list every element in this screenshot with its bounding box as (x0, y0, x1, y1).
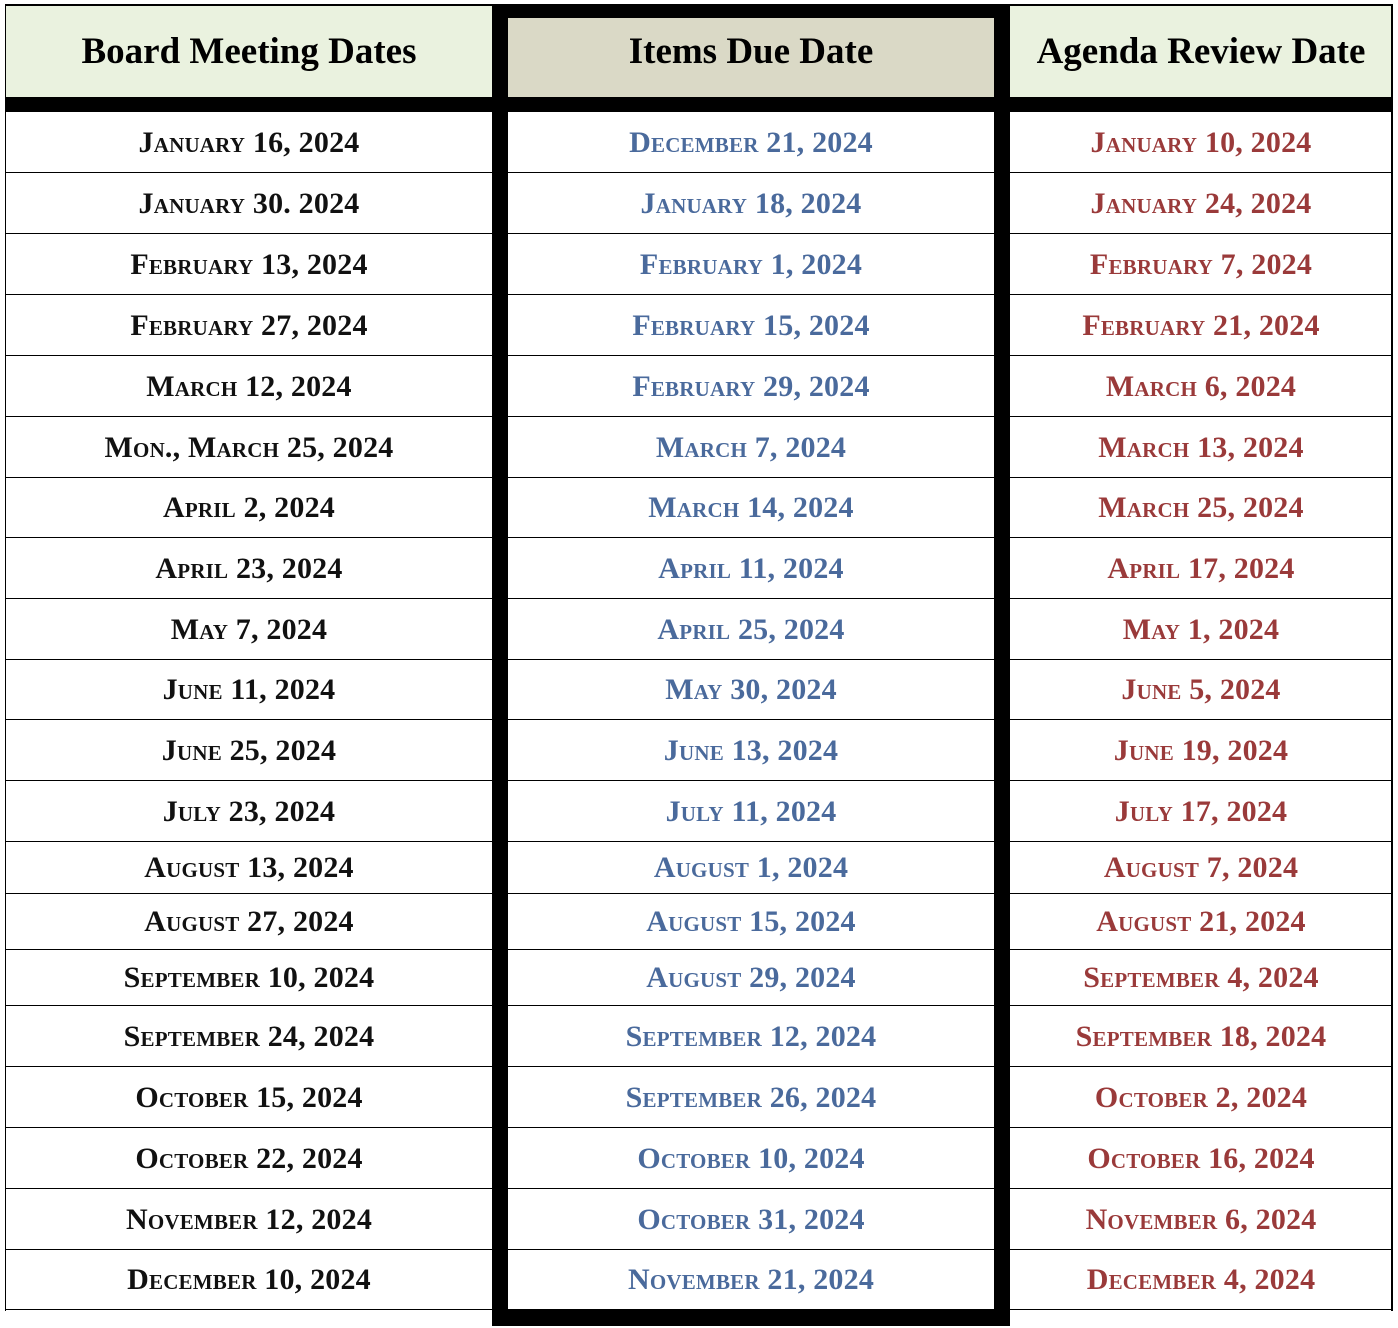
items-due-date-cell: September 26, 2024 (625, 1080, 877, 1114)
agenda-review-date-cell: July 17, 2024 (1114, 794, 1288, 828)
header-items-due-date: Items Due Date (508, 6, 994, 97)
board-meeting-date-cell: August 13, 2024 (144, 851, 354, 884)
items-due-date-cell: December 21, 2024 (629, 126, 873, 159)
items-due-date-cell: July 11, 2024 (665, 794, 837, 828)
agenda-review-date-cell: January 10, 2024 (1090, 126, 1312, 159)
agenda-review-date-cell: March 25, 2024 (1098, 491, 1304, 524)
middle-col-bottom-border (492, 1310, 1010, 1326)
agenda-review-date-cell: October 16, 2024 (1087, 1141, 1315, 1175)
middle-col-right-border (994, 4, 1010, 1326)
board-meeting-date-cell: June 11, 2024 (162, 673, 336, 706)
board-meeting-date-cell: June 25, 2024 (161, 733, 337, 767)
header-board-meeting-dates: Board Meeting Dates (6, 6, 492, 97)
board-meeting-date-cell: May 7, 2024 (170, 612, 328, 646)
agenda-review-date-cell: December 4, 2024 (1086, 1263, 1316, 1296)
agenda-review-date-cell: September 18, 2024 (1075, 1019, 1327, 1053)
board-meeting-date-cell: October 22, 2024 (135, 1141, 363, 1175)
items-due-date-cell: October 10, 2024 (637, 1141, 865, 1175)
board-meeting-date-cell: Mon., March 25, 2024 (104, 430, 394, 464)
items-due-date-cell: October 31, 2024 (637, 1202, 865, 1236)
agenda-review-date-cell: June 5, 2024 (1121, 673, 1281, 706)
header-rule (6, 97, 1392, 112)
board-meeting-date-cell: March 12, 2024 (146, 369, 352, 403)
items-due-date-cell: March 14, 2024 (648, 491, 854, 524)
board-meeting-date-cell: April 2, 2024 (163, 491, 335, 524)
board-meeting-date-cell: September 10, 2024 (123, 961, 375, 994)
items-due-date-cell: May 30, 2024 (665, 673, 837, 706)
agenda-review-date-cell: March 6, 2024 (1105, 369, 1297, 403)
agenda-review-date-cell: October 2, 2024 (1094, 1080, 1308, 1114)
agenda-review-date-cell: June 19, 2024 (1113, 733, 1289, 767)
board-meeting-date-cell: July 23, 2024 (162, 794, 336, 828)
agenda-review-date-cell: April 17, 2024 (1107, 551, 1295, 585)
table-left-border (5, 4, 6, 1311)
board-meeting-date-cell: August 27, 2024 (144, 905, 354, 938)
items-due-date-cell: February 15, 2024 (632, 308, 870, 342)
middle-col-left-border (492, 4, 508, 1326)
agenda-review-date-cell: February 7, 2024 (1089, 247, 1313, 281)
items-due-date-cell: April 11, 2024 (658, 551, 844, 585)
board-meeting-date-cell: September 24, 2024 (123, 1019, 375, 1053)
board-meeting-date-cell: December 10, 2024 (127, 1263, 371, 1296)
agenda-review-date-cell: February 21, 2024 (1082, 308, 1320, 342)
board-meeting-date-cell: February 13, 2024 (130, 247, 368, 281)
agenda-review-date-cell: August 7, 2024 (1103, 851, 1299, 884)
items-due-date-cell: August 15, 2024 (646, 905, 856, 938)
agenda-review-date-cell: January 24, 2024 (1090, 186, 1312, 220)
board-meeting-date-cell: January 30. 2024 (138, 186, 360, 220)
board-meeting-date-cell: October 15, 2024 (135, 1080, 363, 1114)
board-meeting-date-cell: January 16, 2024 (138, 126, 360, 159)
items-due-date-cell: June 13, 2024 (663, 733, 839, 767)
agenda-review-date-cell: September 4, 2024 (1083, 961, 1319, 994)
board-meeting-date-cell: April 23, 2024 (155, 551, 343, 585)
table-right-border (1391, 4, 1393, 1311)
agenda-review-date-cell: November 6, 2024 (1085, 1202, 1317, 1236)
agenda-review-date-cell: August 21, 2024 (1096, 905, 1306, 938)
items-due-date-cell: November 21, 2024 (627, 1263, 875, 1296)
board-meeting-date-cell: November 12, 2024 (125, 1202, 373, 1236)
items-due-date-cell: August 29, 2024 (646, 961, 856, 994)
items-due-date-cell: January 18, 2024 (640, 186, 862, 220)
items-due-date-cell: February 29, 2024 (632, 369, 870, 403)
header-agenda-review-date: Agenda Review Date (1010, 6, 1392, 97)
agenda-review-date-cell: May 1, 2024 (1122, 612, 1280, 646)
agenda-review-date-cell: March 13, 2024 (1098, 430, 1304, 464)
middle-col-top-border (492, 4, 1010, 18)
items-due-date-cell: August 1, 2024 (653, 851, 849, 884)
items-due-date-cell: March 7, 2024 (655, 430, 847, 464)
items-due-date-cell: February 1, 2024 (639, 247, 863, 281)
items-due-date-cell: September 12, 2024 (625, 1019, 877, 1053)
board-meeting-date-cell: February 27, 2024 (130, 308, 368, 342)
items-due-date-cell: April 25, 2024 (657, 612, 845, 646)
